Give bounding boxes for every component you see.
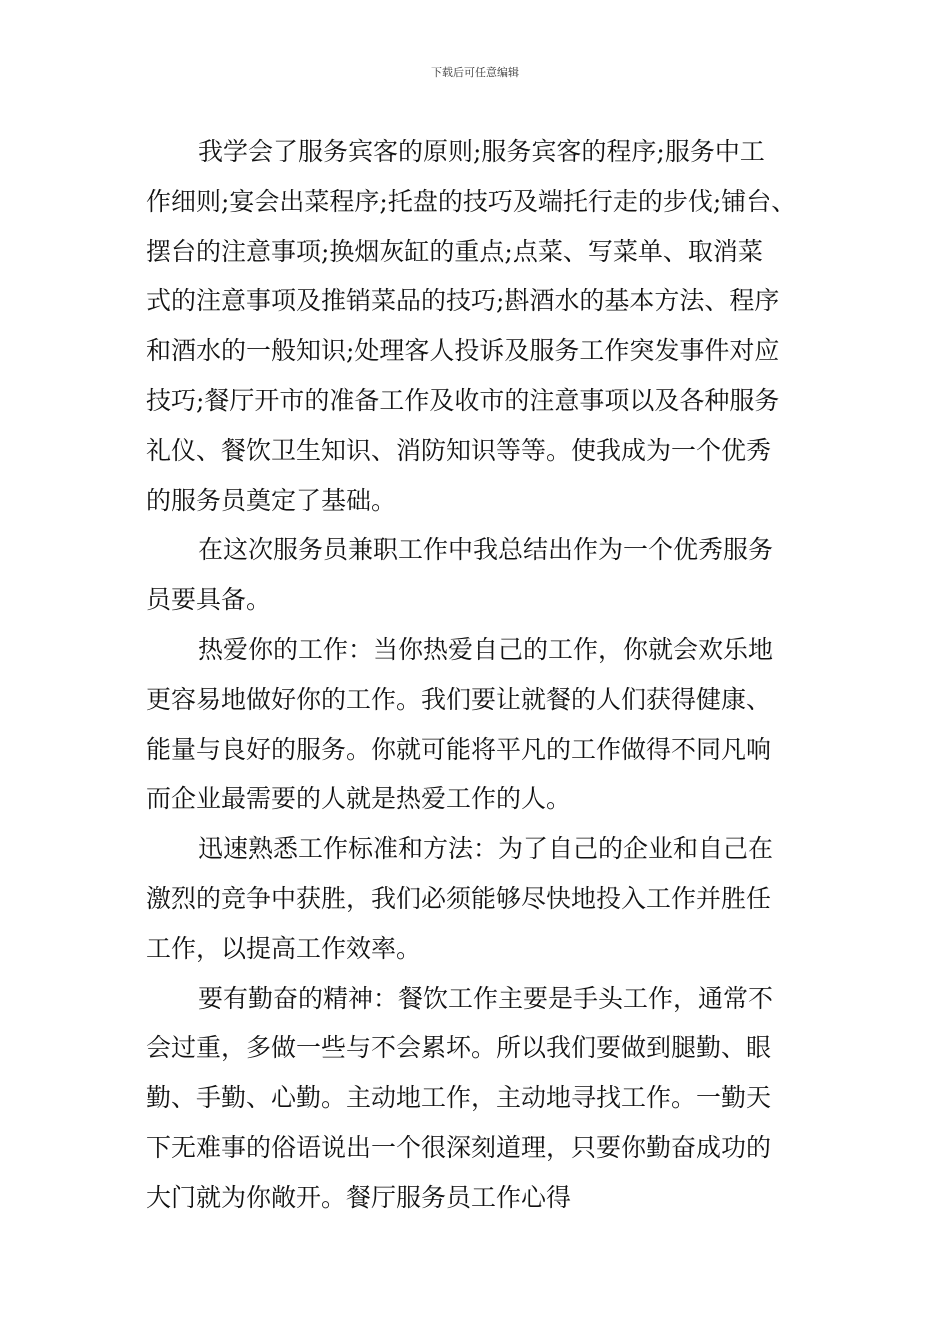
body-text [146, 127, 826, 1223]
paragraph-1-line-8: 的服务员奠定了基础。 [146, 485, 397, 515]
paragraph-5-line-1: 要有勤奋的精神：餐饮工作主要是手头工作，通常不 [198, 983, 774, 1013]
paragraph-3-line-1: 热爱你的工作：当你热爱自己的工作，你就会欢乐地 [198, 634, 774, 664]
paragraph-3-line-2: 更容易地做好你的工作。我们要让就餐的人们获得健康、 [146, 684, 772, 714]
paragraph-2-line-1: 在这次服务员兼职工作中我总结出作为一个优秀服务 [198, 535, 774, 565]
paragraph-4-line-1: 迅速熟悉工作标准和方法：为了自己的企业和自己在 [198, 834, 774, 864]
page-header: 下载后可任意编辑 [431, 66, 519, 79]
paragraph-1-line-1: 我学会了服务宾客的原则;服务宾客的程序;服务中工 [198, 137, 765, 166]
paragraph-4-line-2: 激烈的竞争中获胜，我们必须能够尽快地投入工作并胜任 [146, 883, 772, 913]
paragraph-5-line-3: 勤、手勤、心勤。主动地工作，主动地寻找工作。一勤天 [146, 1083, 772, 1113]
paragraph-1-line-2: 作细则;宴会出菜程序;托盘的技巧及端托行走的步伐;铺台、 [146, 186, 797, 216]
paragraph-2-line-2: 员要具备。 [146, 585, 272, 615]
paragraph-5-line-4: 下无难事的俗语说出一个很深刻道理，只要你勤奋成功的 [146, 1132, 772, 1162]
paragraph-1-line-7: 礼仪、餐饮卫生知识、消防知识等等。使我成为一个优秀 [146, 435, 772, 465]
paragraph-1-line-6: 技巧;餐厅开市的准备工作及收市的注意事项以及各种服务 [146, 385, 780, 415]
paragraph-3-line-4: 而企业最需要的人就是热爱工作的人。 [146, 784, 572, 814]
paragraph-5-line-5: 大门就为你敞开。餐厅服务员工作心得 [146, 1182, 572, 1212]
paragraph-5-line-2: 会过重，多做一些与不会累坏。所以我们要做到腿勤、眼 [146, 1033, 772, 1063]
paragraph-1-line-4: 式的注意事项及推销菜品的技巧;斟酒水的基本方法、程序 [146, 286, 780, 316]
paragraph-3-line-3: 能量与良好的服务。你就可能将平凡的工作做得不同凡响 [146, 734, 772, 764]
paragraph-1-line-5: 和酒水的一般知识;处理客人投诉及服务工作突发事件对应 [146, 336, 780, 366]
paragraph-1-line-3: 摆台的注意事项;换烟灰缸的重点;点菜、写菜单、取消菜 [146, 236, 763, 266]
paragraph-4-line-3: 工作，以提高工作效率。 [146, 933, 422, 963]
